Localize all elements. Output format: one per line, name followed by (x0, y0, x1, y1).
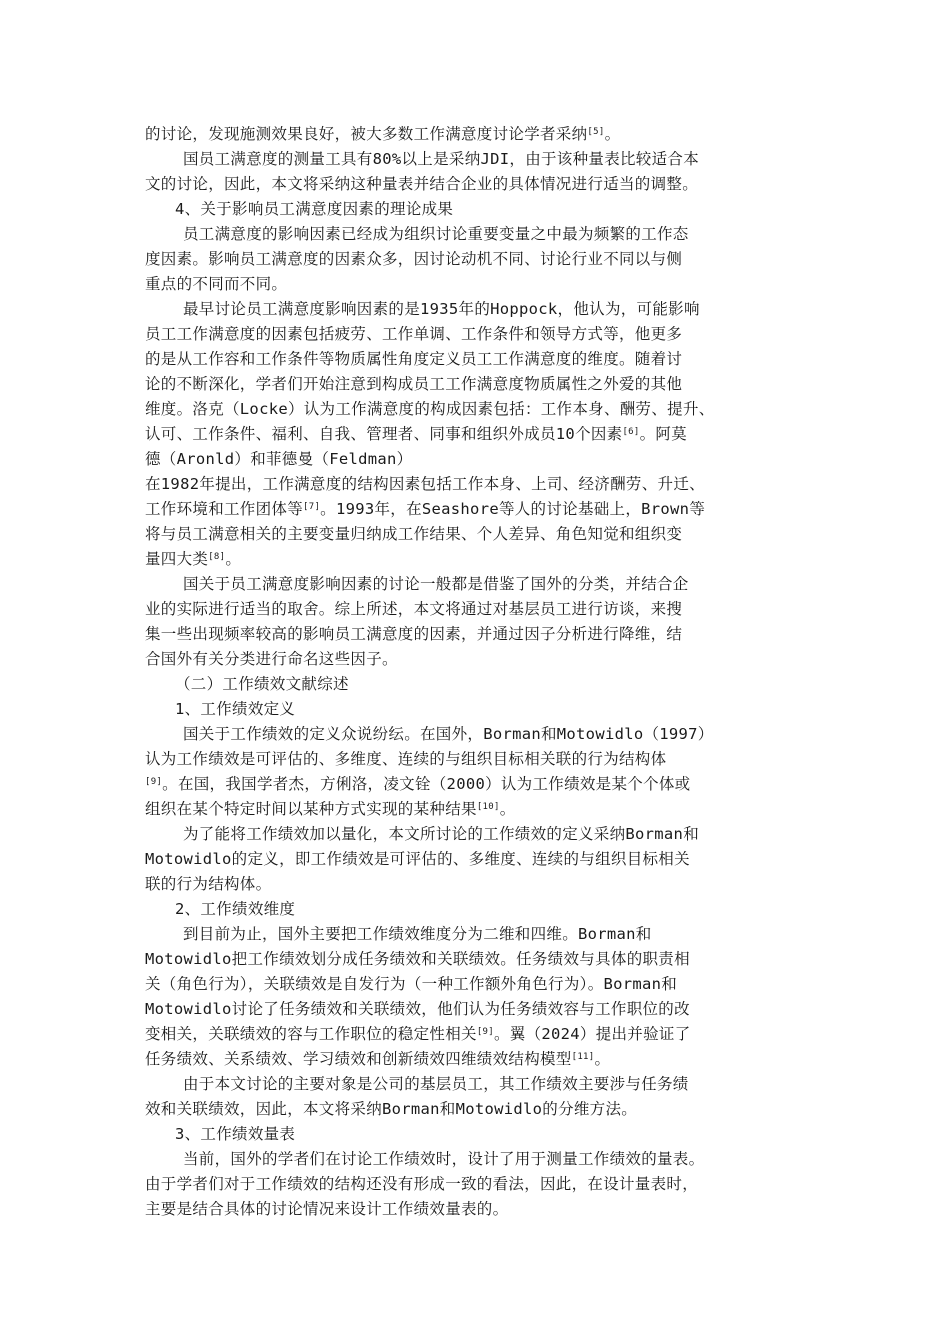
text-line: 论的不断深化，学者们开始注意到构成员工工作满意度物质属性之外爱的其他 (145, 375, 683, 393)
text-line: 关（角色行为），关联绩效是自发行为（一种工作额外角色行为）。Borman和 (145, 975, 678, 993)
text-line: 德（Aronld）和菲德曼（Feldman） (145, 450, 413, 468)
text-line: Motowidlo讨论了任务绩效和关联绩效，他们认为任务绩效容与工作职位的改 (145, 1000, 690, 1018)
text-line: Motowidlo把工作绩效划分成任务绩效和关联绩效。任务绩效与具体的职责相 (145, 950, 690, 968)
section-heading: 1、工作绩效定义 (175, 700, 296, 718)
text-line: 维度。洛克（Locke）认为工作满意度的构成因素包括：工作本身、酬劳、提升、 (145, 400, 715, 418)
text-line: 量四大类[8]。 (145, 550, 242, 568)
text-line: 将与员工满意相关的主要变量归纳成工作结果、个人差异、角色知觉和组织变 (145, 525, 683, 543)
text-line: 任务绩效、关系绩效、学习绩效和创新绩效四维绩效结构模型[11]。 (145, 1050, 611, 1068)
text-line: 国员工满意度的测量工具有80%以上是采纳JDI，由于该种量表比较适合本 (183, 150, 699, 168)
text-line: 国关于工作绩效的定义众说纷纭。在国外，Borman和Motowidlo（1997） (183, 725, 714, 743)
text-line: 在1982年提出，工作满意度的结构因素包括工作本身、上司、经济酬劳、升迁、 (145, 475, 705, 493)
section-heading: 4、关于影响员工满意度因素的理论成果 (175, 200, 454, 218)
text-line: 认为工作绩效是可评估的、多维度、连续的与组织目标相关联的行为结构体 (145, 750, 667, 768)
text-line: 为了能将工作绩效加以量化，本文所讨论的工作绩效的定义采纳Borman和 (183, 825, 699, 843)
text-line: 最早讨论员工满意度影响因素的是1935年的Hoppock，他认为，可能影响 (183, 300, 700, 318)
text-line: 效和关联绩效，因此，本文将采纳Borman和Motowidlo的分维方法。 (145, 1100, 638, 1118)
citation-ref: [11] (571, 1052, 595, 1062)
text-line: 业的实际进行适当的取舍。综上所述，本文将通过对基层员工进行访谈，来搜 (145, 600, 683, 618)
citation-ref: [9] (476, 1027, 494, 1037)
text-line: 由于本文讨论的主要对象是公司的基层员工，其工作绩效主要涉与任务绩 (183, 1075, 689, 1093)
text-line: 当前，国外的学者们在讨论工作绩效时，设计了用于测量工作绩效的量表。 (183, 1150, 705, 1168)
citation-ref: [6] (622, 427, 640, 437)
text-line: 组织在某个特定时间以某种方式实现的某种结果[10]。 (145, 800, 516, 818)
text-line: 变相关，关联绩效的容与工作职位的稳定性相关[9]。翼（2024）提出并验证了 (145, 1025, 691, 1043)
text-line: 主要是结合具体的讨论情况来设计工作绩效量表的。 (145, 1200, 509, 1218)
text-line: 员工满意度的影响因素已经成为组织讨论重要变量之中最为频繁的工作态 (183, 225, 689, 243)
body-text (145, 122, 815, 1222)
text-line: Motowidlo的定义，即工作绩效是可评估的、多维度、连续的与组织目标相关 (145, 850, 690, 868)
section-heading: 2、工作绩效维度 (175, 900, 296, 918)
section-heading: （二）工作绩效文献综述 (175, 675, 349, 693)
citation-ref: [9] (145, 777, 163, 787)
text-line: 联的行为结构体。 (145, 875, 272, 893)
text-line: 到目前为止，国外主要把工作绩效维度分为二维和四维。Borman和 (183, 925, 652, 943)
text-line: 文的讨论，因此，本文将采纳这种量表并结合企业的具体情况进行适当的调整。 (145, 175, 699, 193)
text-line: 员工工作满意度的因素包括疲劳、工作单调、工作条件和领导方式等，他更多 (145, 325, 683, 343)
section-heading: 3、工作绩效量表 (175, 1125, 296, 1143)
text-line: [9]。在国，我国学者杰，方俐洛，凌文铨（2000）认为工作绩效是某个个体或 (145, 775, 691, 793)
citation-ref: [5] (587, 127, 605, 137)
text-line: 认可、工作条件、福利、自我、管理者、同事和组织外成员10个因素[6]。阿莫 (145, 425, 688, 443)
text-line: 的讨论，发现施测效果良好，被大多数工作满意度讨论学者采纳[5]。 (145, 125, 621, 143)
text-line: 合国外有关分类进行命名这些因子。 (145, 650, 398, 668)
text-line: 的是从工作容和工作条件等物质属性角度定义员工工作满意度的维度。随着讨 (145, 350, 683, 368)
text-line: 重点的不同而不同。 (145, 275, 288, 293)
text-line: 国关于员工满意度影响因素的讨论一般都是借鉴了国外的分类，并结合企 (183, 575, 689, 593)
text-line: 集一些出现频率较高的影响员工满意度的因素，并通过因子分析进行降维，结 (145, 625, 683, 643)
citation-ref: [8] (208, 552, 226, 562)
citation-ref: [10] (476, 802, 500, 812)
text-line: 工作环境和工作团体等[7]。1993年，在Seashore等人的讨论基础上，Brown等 (145, 500, 706, 518)
citation-ref: [7] (303, 502, 321, 512)
text-line: 由于学者们对于工作绩效的结构还没有形成一致的看法，因此，在设计量表时， (145, 1175, 699, 1193)
text-line: 度因素。影响员工满意度的因素众多，因讨论动机不同、讨论行业不同以与侧 (145, 250, 683, 268)
